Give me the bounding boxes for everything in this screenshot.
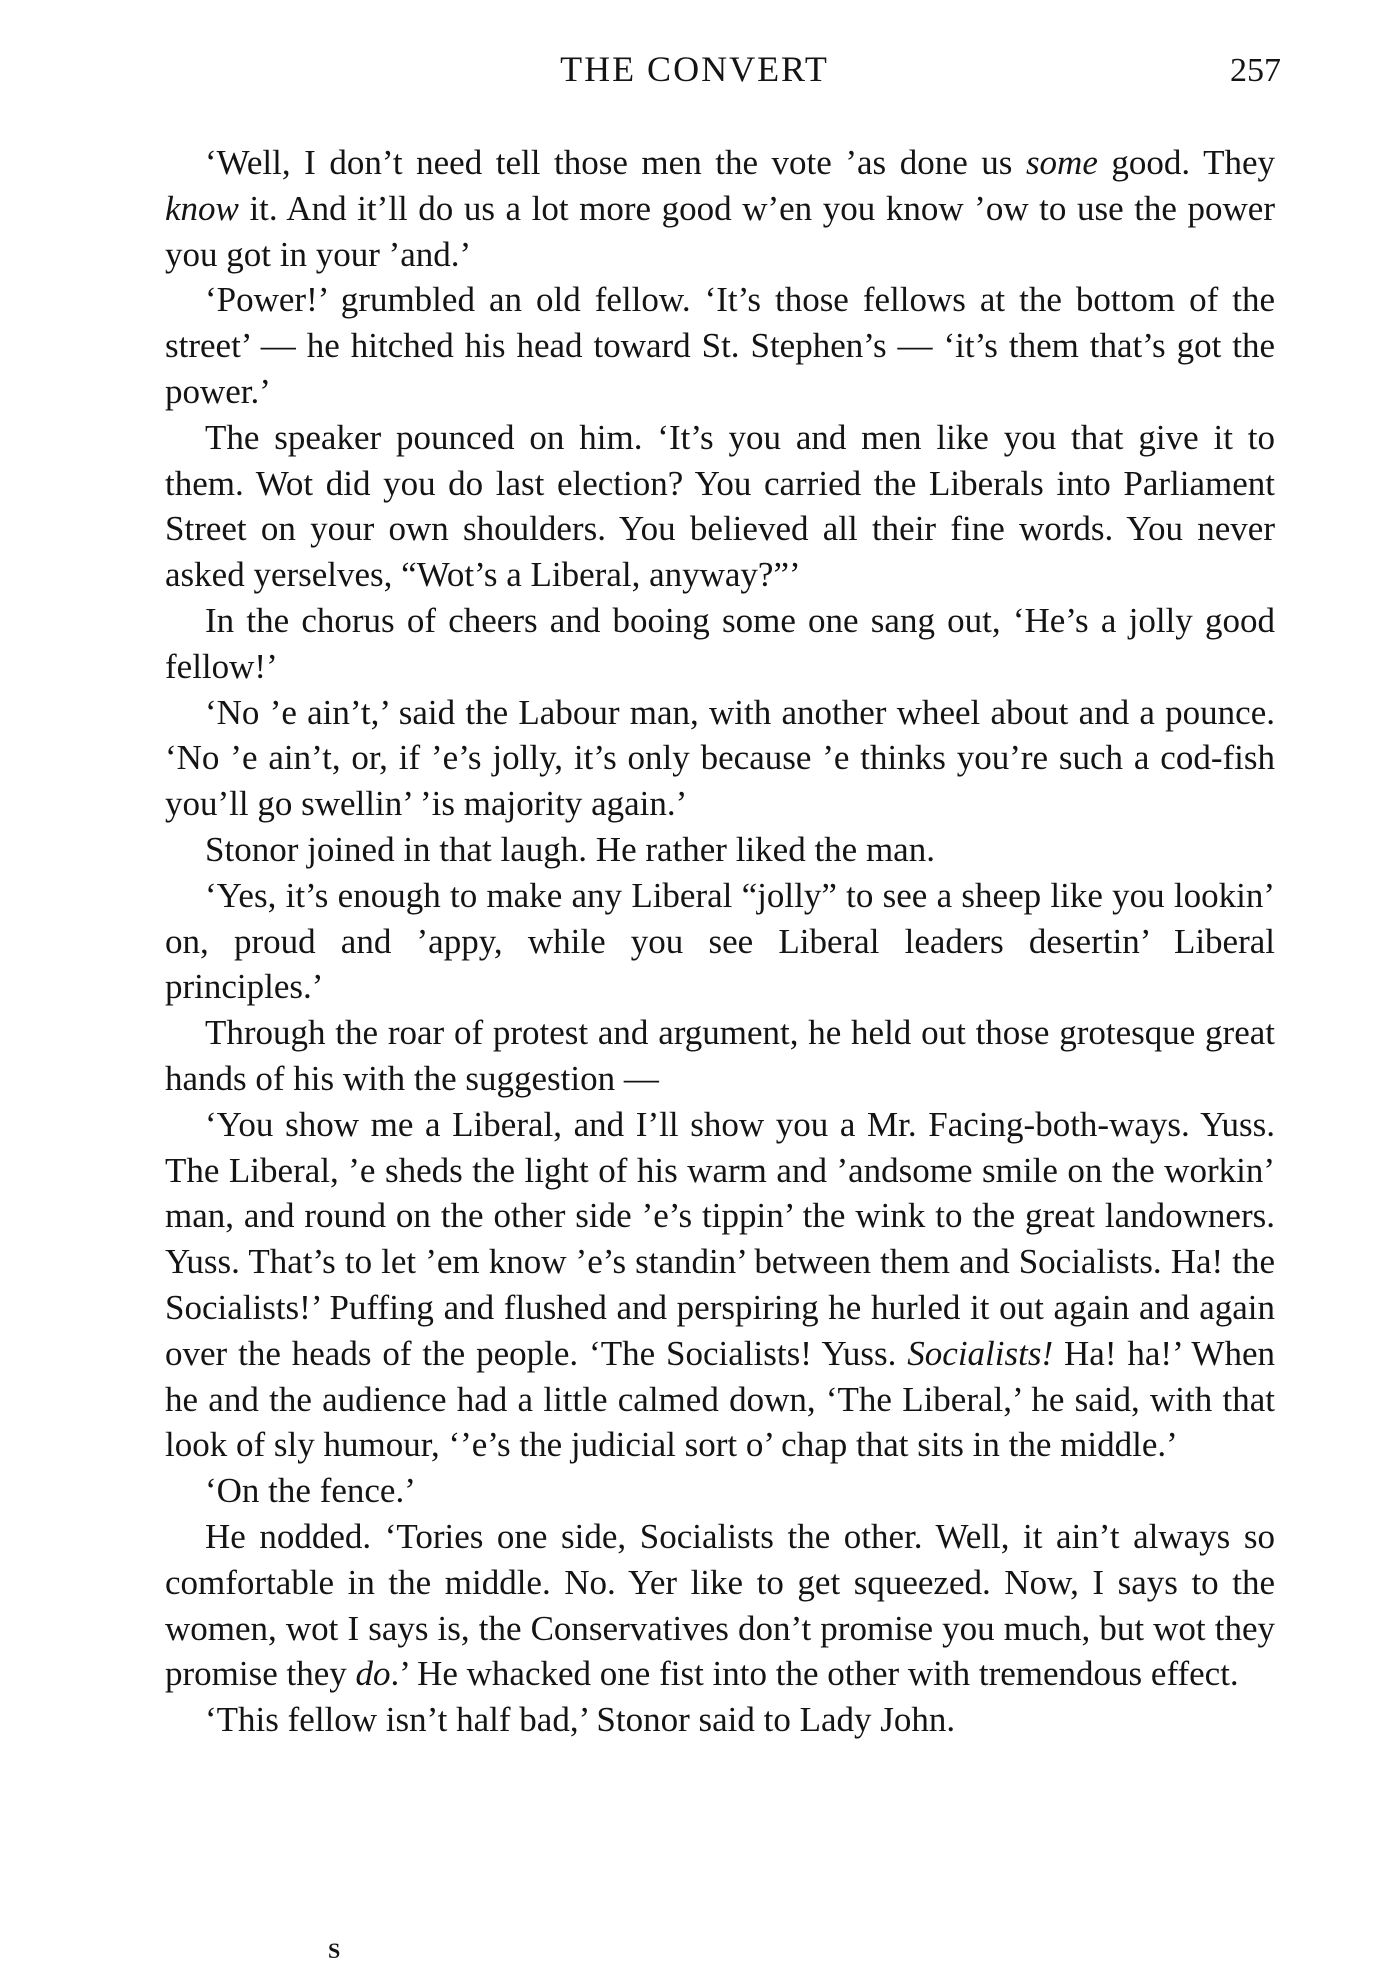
page-header [0,48,1389,98]
signature-mark: S [328,1938,341,1963]
paragraph [165,1010,1275,1102]
text-run: He nodded. ‘Tories one side, Socialists the other. Well, it ain’t always so comfortable in the middle. No. Yer like to get squeezed. Now, I says to the women, wot I says is, the Conservatives don’t promise you much, but wot they promise they [165,1516,1275,1694]
paragraph [165,827,1275,873]
body-text [165,140,1275,1743]
text-run: In the chorus of cheers and booing some one sang out, ‘He’s a jolly good fellow!’ [165,600,1275,686]
text-run: ‘You show me a Liberal, and I’ll show you a Mr. Facing-both-ways. Yuss. The Liberal, ’e sheds the light of his warm and ’andsome smile on the workin’ man, and round on the other side ’e’s tippin’ the wink to the great landowners. Yuss. That’s to let ’em know ’e’s standin’ between them and Socialists. Ha! the Socialists!’ Puffing and flushed and perspiring he hurled it out again and again over the heads of the people. ‘The Socialists! Yuss. [165,1104,1275,1373]
paragraph [165,873,1275,1010]
paragraph [165,277,1275,414]
text-run: Through the roar of protest and argument, he held out those grotesque great hands of his with the suggestion — [165,1013,1275,1098]
paragraph [165,1102,1275,1468]
italic-text: Socialists! [907,1333,1054,1373]
text-run: .’ He whacked one fist into the other with tremendous effect. [390,1654,1239,1694]
paragraph [165,1514,1275,1697]
italic-text: some [1025,143,1098,182]
italic-text: do [355,1654,391,1694]
text-run: ‘On the fence.’ [205,1471,416,1511]
text-run: The speaker pounced on him. ‘It’s you and men like you that give it to them. Wot did you do last election? You carried the Liberals into Parliament Street on your own shoulders. You believed all their fine words. You never asked yerselves, “Wot’s a Liberal, anyway?”’ [165,417,1275,595]
paragraph [165,598,1275,690]
italic-text: know [165,188,239,228]
paragraph [165,690,1275,827]
text-run: ‘No ’e ain’t,’ said the Labour man, with another wheel about and a pounce. ‘No ’e ain’t, or, if ’e’s jolly, it’s only because ’e thinks you’re such a cod-fish you’ll go swellin’ ’is majority again.’ [165,692,1275,824]
text-run: Ha! ha!’ When he and the audience had a little calmed down, ‘The Liberal,’ he said, with that look of sly humour, ‘’e’s the judicial sort o’ chap that sits in the middle.’ [165,1333,1275,1465]
text-run: it. And it’ll do us a lot more good w’en you know ’ow to use the power you got in your ’and.’ [165,188,1275,274]
paragraph [165,1697,1275,1743]
text-run: ‘Well, I don’t need tell those men the vote ’as done us [205,143,1026,182]
running-head: THE CONVERT [560,49,829,89]
text-run: ‘Power!’ grumbled an old fellow. ‘It’s those fellows at the bottom of the street’ — he hitched his head toward St. Stephen’s — ‘it’s them that’s got the power.’ [165,280,1275,411]
text-run: good. They [1097,143,1275,182]
text-run: ‘Yes, it’s enough to make any Liberal “jolly” to see a sheep like you lookin’ on, proud and ’appy, while you see Liberal leaders desertin’ Liberal principles.’ [165,875,1275,1007]
page-number: 257 [1230,52,1281,89]
text-run: Stonor joined in that laugh. He rather liked the man. [205,829,935,869]
paragraph [165,1468,1275,1514]
paragraph [165,415,1275,598]
text-run: ‘This fellow isn’t half bad,’ Stonor said to Lady John. [205,1700,956,1740]
paragraph [165,140,1275,277]
